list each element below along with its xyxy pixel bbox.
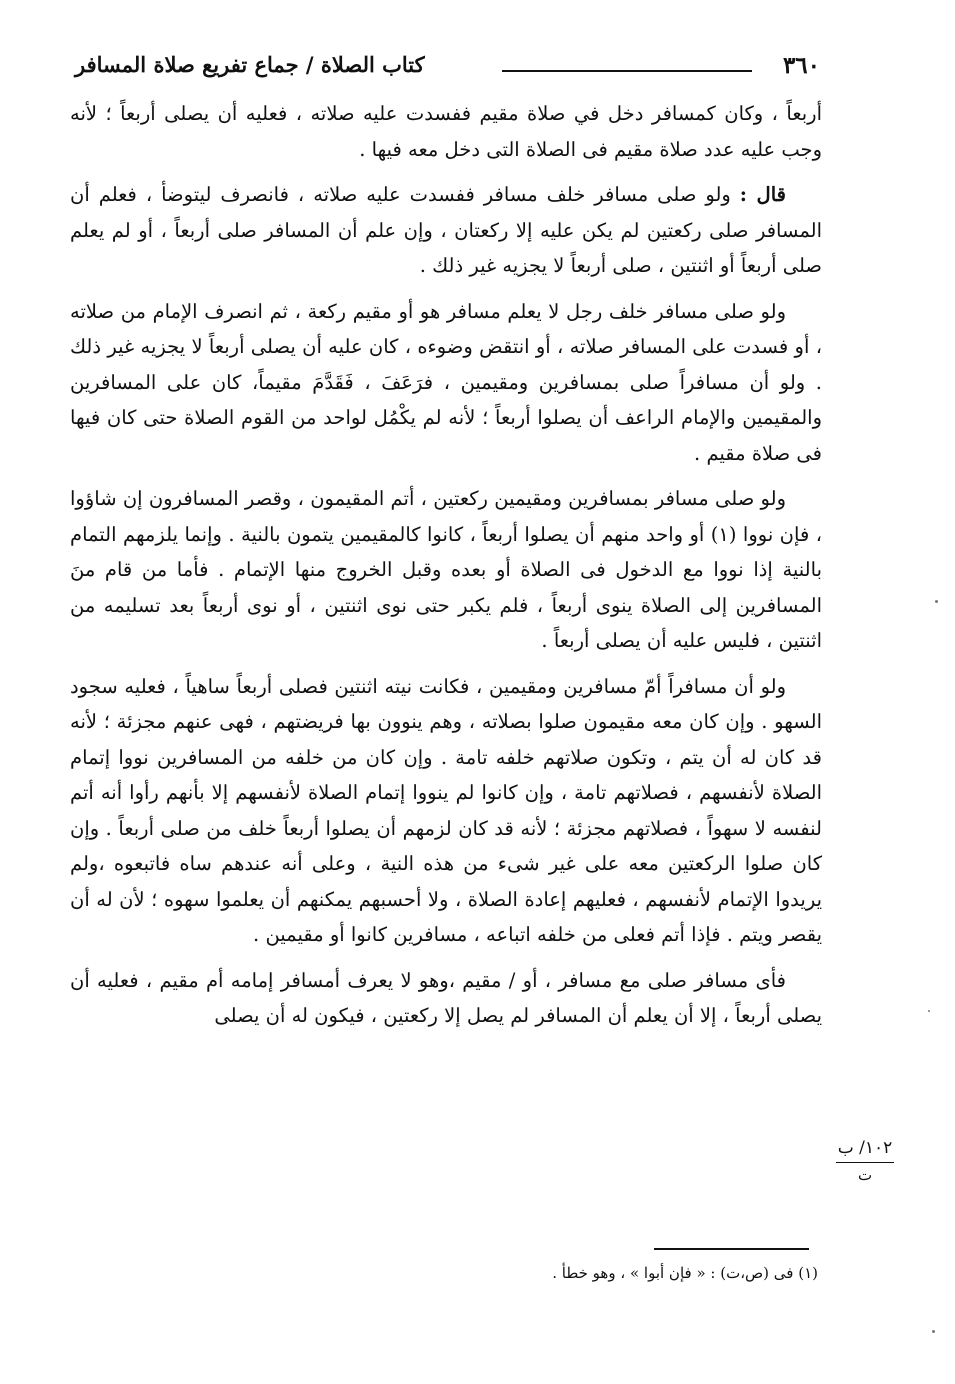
paragraph-lead: قال :: [739, 183, 786, 206]
paragraph: [70, 669, 822, 953]
page-header: [75, 52, 820, 86]
paragraph-text: ولو صلى مسافر خلف مسافر ففسدت عليه صلاته ، فانصرف ليتوضأ ، فعلم أن المسافر صلى ركعتين لم يكن عليه إلا ركعتان ، وإن علم أن المسافر صلى أربعاً ، أو لم يعلم صلى أربعاً أو اثنتين ، صلى أربعاً لا يجزيه غير ذلك .: [70, 183, 822, 277]
footnote-rule: [654, 1248, 809, 1250]
paragraph-text: فأى مسافر صلى مع مسافر ، أو / مقيم ،وهو لا يعرف أمسافر إمامه أم مقيم ، فعليه أن يصلى أربعاً ، إلا أن يعلم أن المسافر لم يصل إلا ركعتين ، فيكون له أن يصلى: [70, 968, 822, 1027]
running-title: كتاب الصلاة / جماع تفريع صلاة المسافر: [75, 52, 425, 77]
paragraph-text: أربعاً ، وكان كمسافر دخل في صلاة مقيم ففسدت عليه صلاته ، فعليه أن يصلى أربعاً ؛ لأنه وجب عليه عدد صلاة مقيم فى الصلاة التى دخل معه فيها .: [70, 102, 822, 161]
manuscript-margin-note: [836, 1136, 894, 1187]
paragraph-text: ولو أن مسافراً أمّ مسافرين ومقيمين ، فكانت نيته اثنتين فصلى أربعاً ساهياً ، فعليه سجود السهو . وإن كان معه مقيمون صلوا بصلاته ، وهم ينوون بها فريضتهم ، فهى عنهم مجزئة ؛ لأنه قد كان له أن يتم ، وتكون صلاتهم خلفه تامة . وإن كان من خلفه من المسافرين نووا إتمام الصلاة لأنفسهم ، فصلاتهم تامة ، وإن كانوا لم ينووا إتمام الصلاة لأنفسهم إلا بأنهم رأوا أنه أتم لنفسه لا سهواً ، فصلاتهم مجزئة ؛ لأنه قد كان لزمهم أن يصلوا أربعاً خلف من صلى أربعاً . وإن كان صلوا الركعتين معه على غير شىء من هذه النية ، وعلى أنه عندهم ساه فاتبعوه ،ولم يريدوا الإتمام لأنفسهم ، فعليهم إعادة الصلاة ، ولا أحسبهم يمكنهم أن يعلموا سهوه ؛ لأن له أن يقصر ويتم . فإذا أتم فعلى من خلفه اتباعه ، مسافرين كانوا أو مقيمين .: [70, 674, 823, 946]
paragraph: [70, 177, 822, 284]
manuscript-siglum: ت: [857, 1166, 873, 1184]
scan-speck: [928, 1010, 930, 1012]
scan-speck: [932, 1330, 935, 1333]
paragraph-text: ولو صلى مسافر خلف رجل لا يعلم مسافر هو أو مقيم ركعة ، ثم انصرف الإمام من صلاته ، أو فسدت على المسافر صلاته ، أو انتقض وضوءه ، كان عليه أن يصلى أربعاً لا يجزيه غير ذلك . ولو أن مسافراً صلى بمسافرين ومقيمين ، فرَعَفَ ، فَقَدَّمَ مقيماً، كان على المسافرين والمقيمين والإمام الراعف أن يصلوا أربعاً ؛ لأنه لم يكْمُل لواحد من القوم الصلاة حتى كان فيها فى صلاة مقيم .: [70, 299, 822, 465]
footnote: (١) فى (ص،ت) : « فإن أبوا » ، وهو خطأ .: [552, 1264, 818, 1282]
folio-reference: ١٠٢/ ب: [836, 1136, 894, 1163]
page-number: ٣٦٠: [782, 52, 820, 79]
paragraph: [70, 294, 822, 472]
paragraph: [70, 481, 822, 659]
scan-speck: [935, 600, 938, 603]
paragraph: [70, 963, 822, 1034]
header-rule: [502, 70, 752, 72]
paragraph-text: ولو صلى مسافر بمسافرين ومقيمين ركعتين ، أتم المقيمون ، وقصر المسافرون إن شاؤوا ، فإن نووا (١) أو واحد منهم أن يصلوا أربعاً ، كانوا كالمقيمين يتمون بالنية . وإنما يلزمهم التمام بالنية إذا نووا مع الدخول فى الصلاة أو بعده وقبل الخروج منها الإتمام . فأما من قام منَ المسافرين إلى الصلاة ينوى أربعاً ، فلم يكبر حتى نوى اثنتين ، أو نوى أربعاً بعد تسليمه من اثنتين ، فليس عليه أن يصلى أربعاً .: [70, 487, 822, 652]
paragraph: [70, 96, 822, 167]
main-text: [70, 96, 822, 1044]
